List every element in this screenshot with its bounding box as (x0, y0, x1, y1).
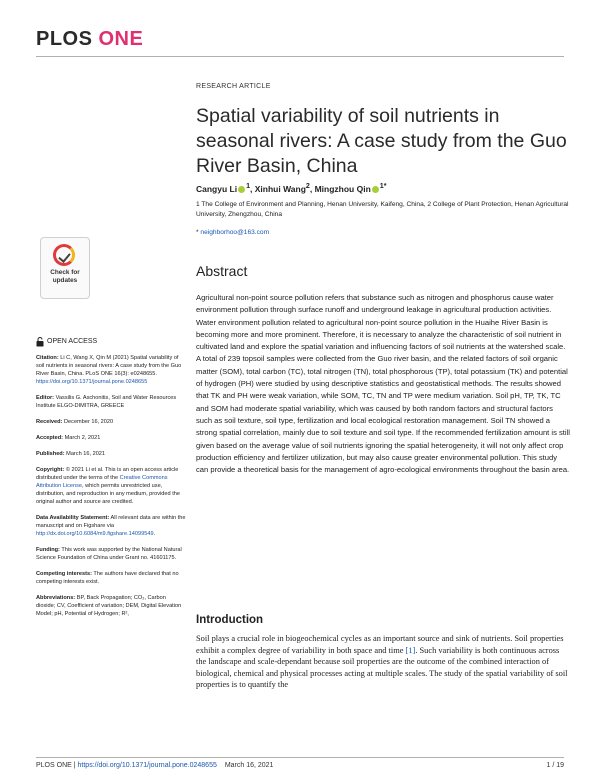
citation-label: Citation: (36, 355, 59, 361)
data-availability-end: . (153, 531, 156, 537)
page-footer (36, 762, 273, 769)
footer-separator: | (71, 762, 78, 769)
abstract-heading: Abstract (196, 263, 248, 279)
open-access-label (36, 337, 186, 347)
citation-block (36, 354, 186, 386)
citation-text: Li C, Wang X, Qin M (2021) Spatial variability of soil nutrients in seasonal rivers: A case study from the Guo River Basin, China. PLoS ONE 16(3): e0248655. (36, 355, 182, 377)
copyright-block (36, 466, 186, 506)
data-availability-label: Data Availability Statement: (36, 515, 110, 521)
check-for-updates-label (41, 269, 89, 284)
abstract-text: Agricultural non-point source pollution refers that substance such as nitrogen and phosphorus cause water environment pollution through surface runoff and underground leakage in agricultural production activities. Water environment pollution related to agricultural non-point source pollution in the Huaihe River Basin is becoming more and more prominent. Therefore, it is necessary to analyze the characteristic of soil nutrient in cultivated land and explore the spatial variation and influencing factors of soil nutrients at the watershed scale. A total of 239 topsoil samples were collected from the Guo river basin, and the related factors of soil organic matter (SOM), total carbon (TC), total nitrogen (TN), total phosphorous (TP), total potassium (TK) and potential of hydrogen (PH) were studied by using descriptive statistics and geostatistical methods. The results showed that TK and PH were weak variation, while SOM, TC, TN and TP were medium variation. Soil pH, TP, TK, TC and SOM had moderate spatial variability, which was caused by both random factors and structural factors such as soil texture, soil type, fertilization and local ecological restoration management. Soil TN showed a strong spatial correlation, mainly due to soil texture and soil type. If the recommended fertilization amount is still given based on the average value of soil nutrients ignoring the spatial heterogeneity, it will not only affect crop production efficiency and fertilizer utilization, but may also cause greater environmental pollution. This study can provide a theoretical basis for the management of agro-ecological environments throughout the basin area. (196, 293, 570, 475)
citation-ref-link[interactable]: [1] (405, 645, 416, 655)
figshare-link[interactable]: http://dx.doi.org/10.6084/m9.figshare.14099549 (36, 531, 154, 537)
article-metadata-sidebar (36, 337, 186, 626)
orcid-icon[interactable] (238, 186, 245, 193)
email-marker: * (196, 229, 199, 236)
article-title: Spatial variability of soil nutrients in seasonal rivers: A case study from the Guo River Basin, China (196, 105, 567, 177)
footer-journal: PLOS ONE (36, 762, 72, 769)
journal-logo[interactable] (36, 28, 143, 51)
author-name[interactable]: Cangyu Li (196, 183, 238, 194)
funding-block (36, 546, 186, 562)
orcid-icon[interactable] (372, 186, 379, 193)
accepted-block (36, 434, 186, 442)
competing-interests-text: The authors have declared that no competing interests exist. (36, 571, 179, 585)
check-icon (53, 244, 75, 266)
citation-doi-link[interactable]: https://doi.org/10.1371/journal.pone.0248655 (36, 379, 148, 385)
competing-interests-label: Competing interests: (36, 571, 92, 577)
author-name[interactable]: Xinhui Wang (254, 183, 306, 194)
editor-label: Editor: (36, 395, 55, 401)
accepted-date: March 2, 2021 (64, 435, 101, 441)
open-access-text: OPEN ACCESS (47, 338, 98, 345)
editor-block (36, 394, 186, 410)
author-name[interactable]: Mingzhou Qin (314, 183, 371, 194)
data-availability-block (36, 514, 186, 538)
funding-text: This work was supported by the National Natural Science Foundation of China under Grant no. 41601175. (36, 547, 182, 561)
footer-doi-link[interactable]: https://doi.org/10.1371/journal.pone.0248655 (77, 762, 217, 769)
published-label: Published: (36, 451, 65, 457)
copyright-text: © 2021 Li et al. This is an open access article distributed under the terms of the (36, 467, 179, 481)
email-link[interactable]: neighborhoo@163.com (200, 229, 270, 236)
journal-logo-plos: PLOS (36, 28, 93, 50)
published-block (36, 450, 186, 458)
received-date: December 16, 2020 (64, 419, 114, 425)
article-type: RESEARCH ARTICLE (196, 83, 271, 90)
editor-text: Vassilis G. Aschonitis, Soil and Water Resources Institute ELGO-DIMITRA, GREECE (36, 395, 177, 409)
affiliations: 1 The College of Environment and Planning, Henan University, Kaifeng, China, 2 College of Plant Protection, Henan Agricultural University, Zhengzhou, China (196, 201, 569, 218)
abbreviations-label: Abbreviations: (36, 595, 76, 601)
check-for-updates-line2: updates (52, 276, 78, 284)
published-date: March 16, 2021 (66, 451, 106, 457)
journal-logo-one: ONE (98, 28, 144, 50)
introduction-text-end: . Such variability is both continuous across the landscape and scale-dependant because soil properties are the outcome of the combined interaction of biological, chemical and physical processes acting at multiple scales. The study of the spatial variability of soil properties is to quantify the (196, 645, 568, 689)
competing-interests-block (36, 570, 186, 586)
author-list: Cangyu Li $^1$, Xinhui Wang$^2$, Mingzhou Qin $^{1*}$ (196, 182, 387, 194)
introduction-heading: Introduction (196, 614, 264, 626)
author-affil-sup: 1 (246, 182, 251, 190)
abbreviations-text: BP, Back Propagation; CO₂, Carbon dioxide; CV, Coefficient of variation; DEM, Digital Elevation Model; pH, Potential of Hydrogen; R², (36, 595, 182, 617)
abbreviations-block (36, 594, 186, 618)
copyright-label: Copyright: (36, 467, 65, 473)
accepted-label: Accepted: (36, 435, 64, 441)
footer-divider (36, 757, 564, 758)
check-for-updates-line1: Check for (50, 269, 80, 276)
page-number: 1 / 19 (546, 762, 564, 769)
copyright-text-end: , which permits unrestricted use, distribution, and reproduction in any medium, provided the original author and source are credited. (36, 483, 180, 505)
corresponding-email (196, 229, 269, 236)
introduction-text-start: Soil plays a crucial role in biogeochemical cycles as an important source and sink of nutrients. Soil properties exhibit a complex degree of variability in both space and time (196, 634, 564, 655)
author-affil-sup: 1* (379, 182, 387, 190)
check-for-updates-badge[interactable] (40, 237, 90, 299)
open-lock-icon (36, 337, 44, 347)
header-divider (36, 56, 564, 57)
received-label: Received: (36, 419, 63, 425)
funding-label: Funding: (36, 547, 60, 553)
footer-date: March 16, 2021 (224, 762, 274, 769)
license-link[interactable]: Creative Commons Attribution License (36, 475, 168, 489)
data-availability-text: All relevant data are within the manuscript and on Figshare via (36, 515, 186, 529)
introduction-text (196, 633, 571, 691)
author-affil-sup: 2 (305, 182, 310, 190)
received-block (36, 418, 186, 426)
